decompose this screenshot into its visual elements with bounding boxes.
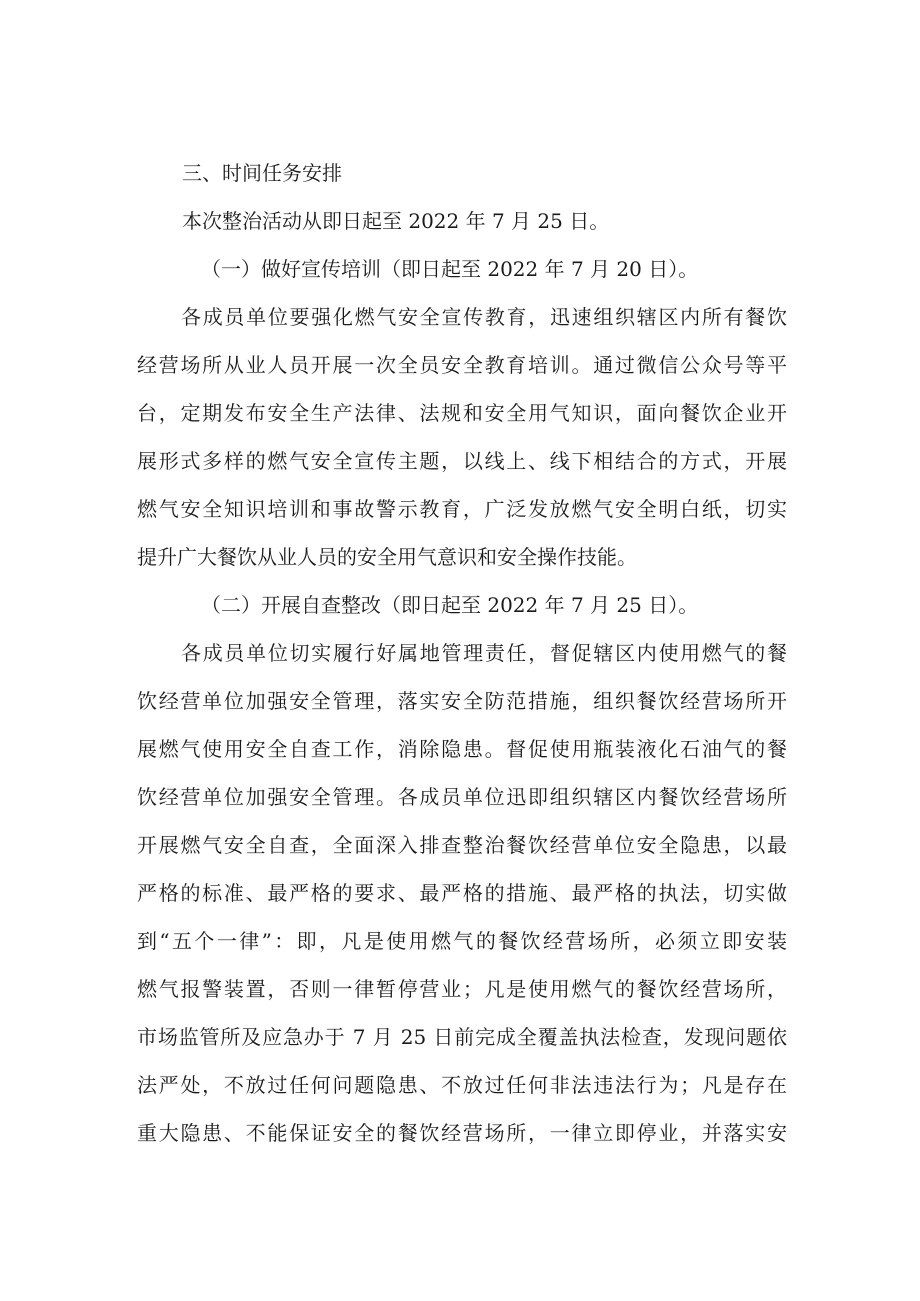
para1-line: 经营场所从业人员开展一次全员安全教育培训。通过微信公众号等平: [137, 353, 787, 377]
para1-line: 各成员单位要强化燃气安全宣传教育，迅速组织辖区内所有餐饮: [181, 305, 787, 329]
para2-line: 重大隐患、不能保证安全的餐饮经营场所，一律立即停业，并落实安: [137, 1121, 787, 1145]
para2-line: 各成员单位切实履行好属地管理责任，督促辖区内使用燃气的餐: [181, 641, 787, 665]
section-heading: 三、时间任务安排: [182, 161, 342, 185]
para1-line: 燃气安全知识培训和事故警示教育，广泛发放燃气安全明白纸，切实: [137, 497, 787, 521]
para2-line: 严格的标准、最严格的要求、最严格的措施、最严格的执法，切实做: [137, 881, 787, 905]
para1-line: 展形式多样的燃气安全宣传主题，以线上、线下相结合的方式，开展: [137, 449, 787, 473]
subsection-1-title: （一）做好宣传培训（即日起至 2022 年 7 月 20 日）。: [201, 257, 699, 281]
para2-line: 饮经营单位加强安全管理。各成员单位迅即组织辖区内餐饮经营场所: [137, 785, 787, 809]
intro-text: 本次整治活动从即日起至 2022 年 7 月 25 日。: [182, 209, 610, 233]
para2-line: 饮经营单位加强安全管理，落实安全防范措施，组织餐饮经营场所开: [137, 689, 787, 713]
para2-line: 市场监管所及应急办于 7 月 25 日前完成全覆盖执法检查，发现问题依: [137, 1025, 787, 1049]
para2-line: 法严处，不放过任何问题隐患、不放过任何非法违法行为；凡是存在: [137, 1073, 787, 1097]
para2-line: 展燃气使用安全自查工作，消除隐患。督促使用瓶装液化石油气的餐: [137, 737, 787, 761]
subsection-2-title: （二）开展自查整改（即日起至 2022 年 7 月 25 日）。: [201, 593, 699, 617]
para2-line: 到“五个一律”：即，凡是使用燃气的餐饮经营场所，必须立即安装: [137, 929, 787, 953]
para2-line: 开展燃气安全自查，全面深入排查整治餐饮经营单位安全隐患，以最: [137, 833, 787, 857]
para1-line: 台，定期发布安全生产法律、法规和安全用气知识，面向餐饮企业开: [137, 401, 787, 425]
para2-line: 燃气报警装置，否则一律暂停营业；凡是使用燃气的餐饮经营场所，: [137, 977, 787, 1001]
para1-line: 提升广大餐饮从业人员的安全用气意识和安全操作技能。: [137, 545, 637, 569]
